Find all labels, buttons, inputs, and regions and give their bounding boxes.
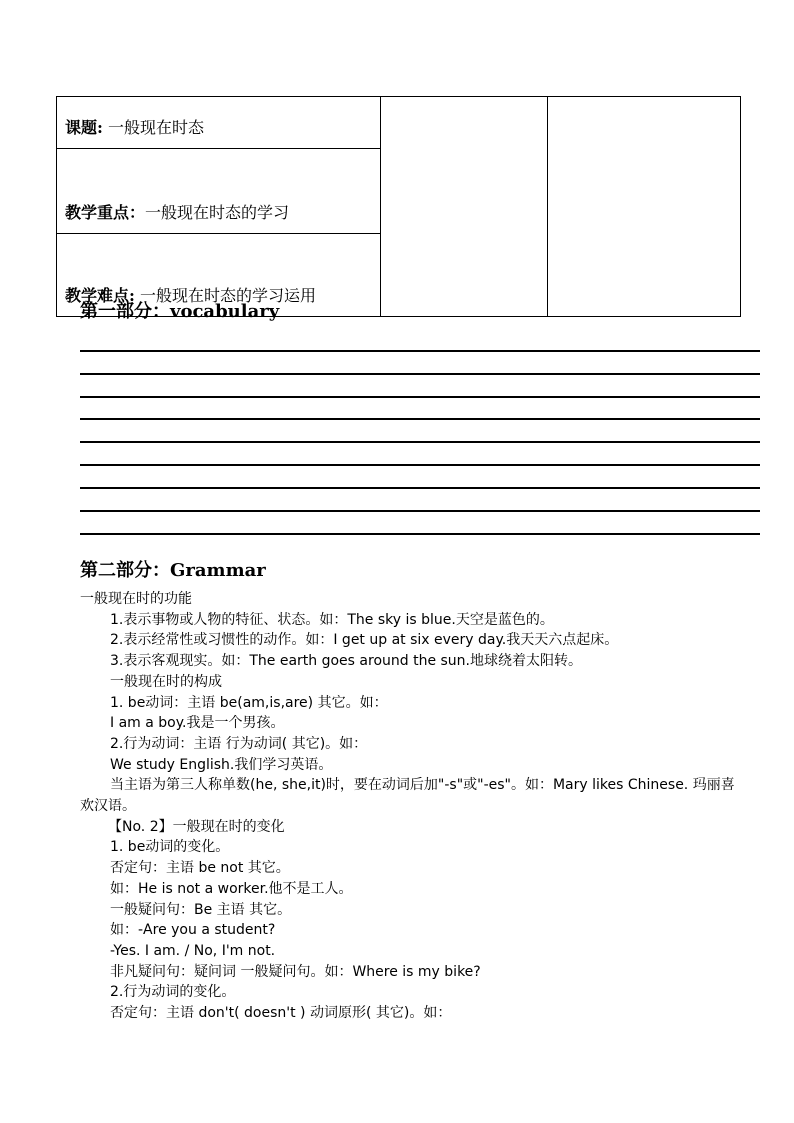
grammar-line: 如：He is not a worker.他不是工人。 (110, 880, 353, 897)
writing-line (80, 487, 760, 489)
focus-label: 教学重点： (65, 203, 146, 222)
grammar-line: 一般现在时的构成 (110, 673, 222, 690)
grammar-line: 2.行为动词：主语 行为动词( 其它)。如： (110, 735, 368, 752)
topic-label: 课题: (65, 118, 103, 137)
grammar-line: 2.表示经常性或习惯性的动作。如：I get up at six every day.我天天六点起床。 (110, 632, 619, 649)
topic-value: 一般现在时态 (108, 118, 205, 137)
grammar-line: 否定句：主语 be not 其它。 (110, 860, 290, 877)
grammar-line: 如：-Are you a student? (110, 922, 276, 939)
topic-cell (57, 97, 381, 149)
grammar-content (80, 589, 740, 1024)
writing-line (80, 441, 760, 443)
part2-title (80, 556, 266, 582)
grammar-line: I am a boy.我是一个男孩。 (110, 715, 285, 732)
grammar-line: 当主语为第三人称单数(he, she,it)时，要在动词后加"-s"或"-es"。如：Mary likes Chinese. 玛丽喜欢汉语。 (80, 777, 735, 815)
grammar-line: 2.行为动词的变化。 (110, 984, 236, 1001)
writing-line (80, 510, 760, 512)
writing-line (80, 418, 760, 420)
grammar-line: 1. be动词：主语 be(am,is,are) 其它。如： (110, 694, 388, 711)
grammar-line: We study English.我们学习英语。 (110, 756, 333, 773)
grammar-line: -Yes. I am. / No, I'm not. (110, 942, 276, 959)
part1-title-cn: 第一部分： (80, 301, 170, 322)
writing-line (80, 533, 760, 535)
grammar-line: 1.表示事物或人物的特征、状态。如：The sky is blue.天空是蓝色的。 (110, 611, 554, 628)
grammar-line: 否定句：主语 don't( doesn't ) 动词原形( 其它)。如： (110, 1005, 452, 1022)
part2-title-en: Grammar (170, 560, 266, 581)
writing-line (80, 464, 760, 466)
part2-title-cn: 第二部分： (80, 560, 170, 581)
writing-line (80, 396, 760, 398)
writing-line (80, 373, 760, 375)
difficulty-label: 教学难点: (65, 286, 135, 305)
grammar-line: 1. be动词的变化。 (110, 839, 230, 856)
blank-cell-right (548, 97, 741, 317)
focus-value: 一般现在时态的学习 (145, 203, 290, 222)
grammar-line: 一般疑问句：Be 主语 其它。 (110, 901, 292, 918)
grammar-line: 一般现在时的功能 (80, 591, 192, 607)
part1-title (80, 297, 279, 323)
grammar-line: 【No. 2】一般现在时的变化 (108, 818, 285, 835)
writing-line (80, 350, 760, 352)
grammar-line: 非凡疑问句：疑问词 一般疑问句。如：Where is my bike? (110, 963, 481, 980)
focus-cell (57, 149, 381, 234)
grammar-line: 3.表示客观现实。如：The earth goes around the sun.地球绕着太阳转。 (110, 653, 583, 670)
blank-cell-middle (381, 97, 548, 317)
part1-title-en: vocabulary (170, 301, 280, 322)
lesson-header-table (56, 96, 741, 317)
difficulty-value: 一般现在时态的学习运用 (140, 286, 317, 305)
